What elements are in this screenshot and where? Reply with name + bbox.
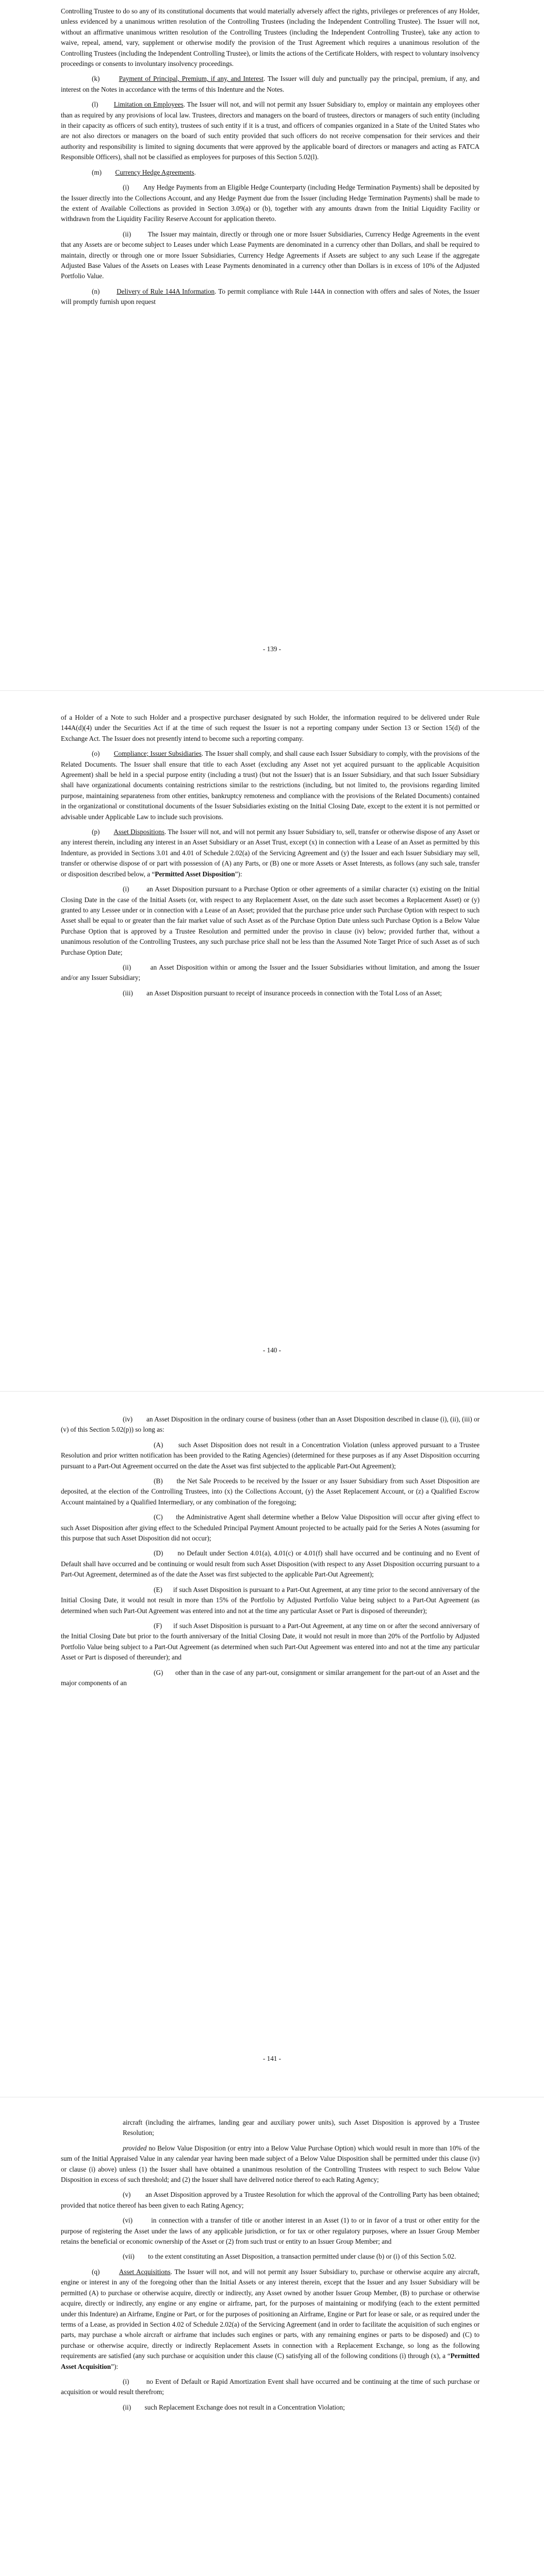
paragraph [61, 2190, 480, 2211]
section-text: . The Issuer will not, and will not permit any Issuer Subsidiary to, employ or maintain any employees other than as required by any provisions of local law. Trustees, directors and managers on the board of trustees, directors or managers of such entity (including in their capacity as officers of such entity), trustees of such entity if it is a trust, and officers of companies organized in a State of the United States who are not also directors or managers on the board of such entity provided that such officers do not receive compensation for their services and their authority and responsibility is limited to signing documents that were approved by the applicable board of directors or managers and acting as FATCA Responsible Officers), shall not be classified as employees for purposes of this Section 5.02(l). [61, 100, 480, 161]
body-text: Controlling Trustee to do so any of its constitutional documents that would materially adversely affect the rights, privileges or preferences of any Holder, unless evidenced by a unanimous written resolution of the Controlling Trustees (including the Independent Controlling Trustee). The Issuer will not, without an affirmative unanimous written resolution of the Controlling Trustees (including the Independent Controlling Trustee), take any action to waive, repeal, amend, vary, supplement or otherwise modify the provision of the Trust Agreement which requires a unanimous resolution of the Controlling Trustees (including the Independent Controlling Trustee), or limits the actions of the Certificate Holders, with respect to voluntary insolvency proceedings or consents to involuntary insolvency proceedings. [61, 7, 480, 68]
section-heading: Currency Hedge Agreements [115, 168, 194, 176]
paragraph [61, 1621, 480, 1663]
paragraph [61, 1512, 480, 1544]
section-number: (o) [92, 750, 100, 758]
subclause-text: the Net Sale Proceeds to be received by the Issuer or any Issuer Subsidiary from such Asset Disposition are deposited, at the election of the Controlling Trustees, into (x) the Collections Account, (y) the Asset Replacement Account, or (z) a Qualified Escrow Account maintained by a Qualified Intermediary, or any combination of the foregoing; [61, 1477, 480, 1506]
paragraph [61, 167, 480, 178]
section-text: . The Issuer will not, and will not permit any Issuer Subsidiary to, sell, transfer or otherwise dispose of any Asset or any interest therein, including any interest in an Asset Subsidiary or an Asset Trust, except (x) in connection with a Lease of an Asset as permitted by this Indenture, as provided in Sections 3.01 and 4.01 of Schedule 2.02(a) of the Servicing Agreement and (y) the Issuer and each Issuer Subsidiary may sell, transfer or otherwise dispose of or part with possession of (A) any Parts, or (B) one or more Assets or Asset Interests, as follows (any such sale, transfer or disposition described below, a “ [61, 828, 480, 878]
clause-number: (i) [123, 885, 129, 893]
clause-text: no Event of Default or Rapid Amortization Event shall have occurred and be continuing at the time of such purchase or acquisition or would result therefrom; [61, 2377, 480, 2396]
paragraph [61, 962, 480, 984]
proviso-word: provided [123, 2144, 147, 2152]
clause-number: (iv) [123, 1415, 133, 1423]
paragraph [61, 6, 480, 69]
continuation-text: aircraft (including the airframes, landing gear and auxiliary power units), such Asset Disposition is approved by a Trustee Resolution; [123, 2119, 480, 2137]
page-break-divider [0, 690, 544, 691]
clause-number: (ii) [123, 230, 131, 238]
paragraph [61, 749, 480, 822]
paragraph [61, 2215, 480, 2247]
section-text: . To permit compliance with Rule 144A in connection with offers and sales of Notes, the Issuer will promptly furnish upon request [61, 287, 480, 306]
paragraph [61, 2402, 480, 2413]
section-heading: Delivery of Rule 144A Information [117, 287, 215, 295]
paragraph [61, 1668, 480, 1689]
section-number: (k) [92, 75, 100, 83]
clause-number: (v) [123, 2191, 131, 2199]
proviso-text: no Below Value Disposition (or entry into a Below Value Purchase Option) which would result in more than 10% of the sum of the Initial Appraised Value in any calendar year having been made subject of a Below Value Disposition shall be permitted under this clause (iv) or clause (i) above) unless (1) the Issuer shall have obtained a unanimous resolution of the Controlling Trustees with respect to such Below Value Disposition in excess of such threshold; and (2) the Issuer shall have delivered notice thereof to each Rating Agency; [61, 2144, 480, 2184]
subclause-text: the Administrative Agent shall determine whether a Below Value Disposition will occur after giving effect to such Asset Disposition after giving effect to the Scheduled Principal Payment Amount projected to be actually paid for the Series A Notes (assuming for this purpose that such Asset Disposition did not occur); [61, 1513, 480, 1543]
subclause-text: if such Asset Disposition is pursuant to a Part-Out Agreement, at any time on or after the second anniversary of the Initial Closing Date but prior to the fourth anniversary of the Initial Closing Date, it would not result in more than 20% of the Portfolio by Adjusted Portfolio Value being subject to a Part-Out Agreement (as determined when such Part-Out Agreement was entered into and not at the time any particular Asset or Part is disposed of thereunder); and [61, 1621, 480, 1662]
clause-number: (ii) [123, 2403, 131, 2411]
section-number: (q) [92, 2267, 100, 2276]
paragraph [61, 1548, 480, 1580]
section-text: . [194, 168, 196, 176]
subclause-number: (B) [154, 1477, 163, 1485]
paragraph [61, 229, 480, 282]
subclause-number: (F) [154, 1621, 162, 1630]
clause-number: (iii) [123, 989, 133, 997]
clause-text: The Issuer may maintain, directly or through one or more Issuer Subsidiaries, Currency Hedge Agreements in the event that any Assets are or become subject to Leases under which Lease Payments are denominated in a currency other than Dollars, and shall be required to maintain, directly or through one or more Issuer Subsidiaries, Currency Hedge Agreements if Assets are subject to any such Lease if the aggregate Adjusted Base Values of the Assets on Leases with Lease Payments denominated in a currency other than Dollars is in excess of 10% of the Adjusted Portfolio Value. [61, 230, 480, 280]
clause-number: (vi) [123, 2216, 133, 2225]
paragraph [61, 1585, 480, 1616]
clause-number: (i) [123, 2377, 129, 2385]
clause-text: an Asset Disposition pursuant to a Purchase Option or other agreements of a similar character (x) existing on the Initial Closing Date in the case of the Initial Assets (or, with respect to any Replacement Asset, on the date such asset becomes a Replacement Asset) or (y) granted to any Lessee under or in connection with a Lease of an Asset; provided that the purchase price under such Purchase Option with respect to such Asset shall be equal to or greater than the fair market value of such Asset as of the Purchase Option Date unless such Purchase Option is a Below Value Purchase Option that is approved by a Trustee Resolution and permitted under the proviso in clause (iv) below; provided further that, without a unanimous resolution of the Controlling Trustees, any such purchase price shall not be less than the Assumed Note Target Price of such Asset as of such Purchase Option Date; [61, 885, 480, 956]
page-body-3 [61, 1414, 480, 1693]
paragraph [61, 2377, 480, 2398]
paragraph [61, 74, 480, 95]
paragraph [61, 99, 480, 162]
paragraph [61, 2117, 480, 2139]
section-number: (m) [92, 168, 102, 176]
section-heading: Limitation on Employees [113, 100, 184, 109]
section-text: . The Issuer shall comply, and shall cause each Issuer Subsidiary to comply, with the provisions of the Related Documents. The Issuer shall ensure that title to each Asset (excluding any Asset not yet acquired pursuant to the applicable Acquisition Agreement) shall be held in a special purpose entity (including a trust) (but not the Issuer) that is an Issuer Subsidiary, and that such Issuer Subsidiary shall have organizational documents containing restrictions similar to the restrictions (including, but not limited to, the provisions regarding limited purpose, maintaining separateness from other entities, bankruptcy remoteness and compliance with the provisions of the Related Documents) contained in the organizational or constitutional documents of the Issuer Subsidiaries existing on the Initial Closing Date, except to the extent it is not permitted or advisable under Applicable Law to include such provisions. [61, 750, 480, 821]
subclause-number: (A) [154, 1440, 163, 1449]
section-number: (l) [92, 100, 98, 109]
paragraph [61, 713, 480, 744]
paragraph [61, 2267, 480, 2372]
defined-term-tail: ”): [111, 2362, 119, 2370]
section-heading: Asset Acquisitions [119, 2267, 171, 2276]
clause-text: in connection with a transfer of title or another interest in an Asset (1) to or in favor of a trust or other entity for the purpose of registering the Asset under the laws of any applicable jurisdiction, or for tax or other regulatory purposes, where an Issuer Group Member retains the beneficial or economic ownership of the Asset or (2) from such trust or entity to an Issuer Group Member; and [61, 2216, 480, 2246]
page-body-1 [61, 6, 480, 312]
paragraph [61, 1440, 480, 1471]
subclause-text: other than in the case of any part-out, consignment or similar arrangement for the part-out of an Asset and the major components of an [61, 1668, 480, 1687]
page-body-2 [61, 713, 480, 1003]
paragraph [61, 827, 480, 879]
section-number: (p) [92, 828, 100, 836]
page-number: - 141 - [262, 2055, 282, 2062]
page-number: - 140 - [262, 1346, 282, 1354]
clause-text: an Asset Disposition pursuant to receipt of insurance proceeds in connection with the Total Loss of an Asset; [146, 989, 442, 997]
clause-text: an Asset Disposition within or among the Issuer and the Issuer Subsidiaries without limitation, and among the Issuer and/or any Issuer Subsidiary; [61, 963, 480, 982]
section-text: . The Issuer will not, and will not permit any Issuer Subsidiary to, purchase or otherwise acquire any aircraft, engine or interest in any of the foregoing other than the Initial Assets or any interest therein, except that the Issuer and any Issuer Subsidiary will be permitted (A) to purchase or otherwise acquire, directly or indirectly, any Asset owned by another Issuer Group Member, (B) to purchase or otherwise acquire, directly or indirectly, any engine or any engine or airframe, part, for the purposes of maintaining or modifying (each to the extent permitted under this Indenture) an Airframe, Engine or Part, or for the purposes of positioning an Airframe, Engine or Part for lease or sale, or as required under the terms of a Lease, as provided in Section 4.02 of Schedule 2.02(a) of the Servicing Agreement (and in order to facilitate the acquisition of such engines or parts, may purchase a whole aircraft or airframe that includes such engines or parts, with any remaining engines or parts to be disposed) and (C) to purchase or otherwise acquire, directly or indirectly Replacement Assets in connection with a Replacement Exchange, so long as the following requirements are satisfied (any such purchase or acquisition under this clause (C) satisfying all of the following conditions (i) through (x), a “ [61, 2267, 480, 2360]
paragraph [61, 884, 480, 958]
page-break-divider [0, 1391, 544, 1392]
page-body-4 [61, 2117, 480, 2417]
continuation-text: of a Holder of a Note to such Holder and a prospective purchaser designated by such Holder, the information required to be delivered under Rule 144A(d)(4) under the Securities Act if at the time of such request the Issuer is not a reporting company under Section 13 or Section 15(d) of the Exchange Act. The Issuer does not presently intend to become such a reporting company. [61, 714, 480, 742]
section-text: . The Issuer will duly and punctually pay the principal, premium, if any, and interest on the Notes in accordance with the terms of this Indenture and the Notes. [61, 75, 480, 93]
section-number: (n) [92, 287, 100, 295]
section-heading: Compliance; Issuer Subsidiaries [113, 750, 202, 758]
paragraph [61, 1476, 480, 1507]
clause-number: (ii) [123, 963, 131, 971]
subclause-text: if such Asset Disposition is pursuant to a Part-Out Agreement, at any time prior to the second anniversary of the Initial Closing Date, it would not result in more than 15% of the Portfolio by Adjusted Portfolio Value being subject to a Part-Out Agreement (as determined when such Part-Out Agreement was entered into and not at the time any particular Asset or Part is disposed of thereunder); [61, 1585, 480, 1615]
paragraph [61, 2251, 480, 2262]
defined-term: Permitted Asset Acquisition [61, 2352, 480, 2370]
subclause-number: (G) [154, 1668, 163, 1676]
clause-number: (vii) [123, 2252, 135, 2261]
subclause-number: (D) [154, 1549, 163, 1557]
paragraph [61, 988, 480, 998]
clause-text: to the extent constituting an Asset Disposition, a transaction permitted under clause (b) or (i) of this Section 5.02. [148, 2252, 456, 2261]
subclause-text: no Default under Section 4.01(a), 4.01(c) or 4.01(f) shall have occurred and be continuing and no Event of Default shall have occurred and be continuing or would result from such Asset Disposition (with respect to any Asset Disposition occurring pursuant to a Part-Out Agreement, determined as of the date the Asset was first subjected to the applicable Part-Out Agreement); [61, 1549, 480, 1579]
clause-text: Any Hedge Payments from an Eligible Hedge Counterparty (including Hedge Termination Payments) shall be deposited by the Issuer directly into the Collections Account, and any Hedge Payment due from the Issuer (including Hedge Termination Payments) shall be made to the extent of Available Collections as provided in Section 3.09(a) or (b), together with any amounts drawn from the Initial Liquidity Facility or withdrawn from the Liquidity Facility Reserve Account for application thereto. [61, 183, 480, 223]
clause-text: an Asset Disposition in the ordinary course of business (other than an Asset Disposition described in clause (i), (ii), (iii) or (v) of this Section 5.02(p)) so long as: [61, 1415, 480, 1434]
clause-number: (i) [123, 183, 129, 192]
subclause-number: (C) [154, 1513, 163, 1521]
paragraph [61, 2143, 480, 2185]
clause-text: an Asset Disposition approved by a Trustee Resolution for which the approval of the Controlling Party has been obtained; provided that notice thereof has been given to each Rating Agency; [61, 2191, 480, 2209]
paragraph [61, 286, 480, 308]
section-heading: Asset Dispositions [113, 828, 164, 836]
section-heading: Payment of Principal, Premium, if any, and Interest [119, 75, 263, 83]
page-number: - 139 - [262, 645, 282, 653]
defined-term-tail: ”): [235, 870, 242, 878]
paragraph [61, 1414, 480, 1435]
subclause-number: (E) [154, 1585, 162, 1594]
paragraph [61, 182, 480, 225]
defined-term: Permitted Asset Disposition [155, 870, 235, 878]
subclause-text: such Asset Disposition does not result in a Concentration Violation (unless approved pursuant to a Trustee Resolution and prior written notification has been provided to the Rating Agencies) (determined for these purposes as if any Asset Disposition occurring pursuant to a Part-Out Agreement occurred on the date the Asset was first subjected to the applicable Part-Out Agreement); [61, 1440, 480, 1470]
clause-text: such Replacement Exchange does not result in a Concentration Violation; [144, 2403, 345, 2411]
